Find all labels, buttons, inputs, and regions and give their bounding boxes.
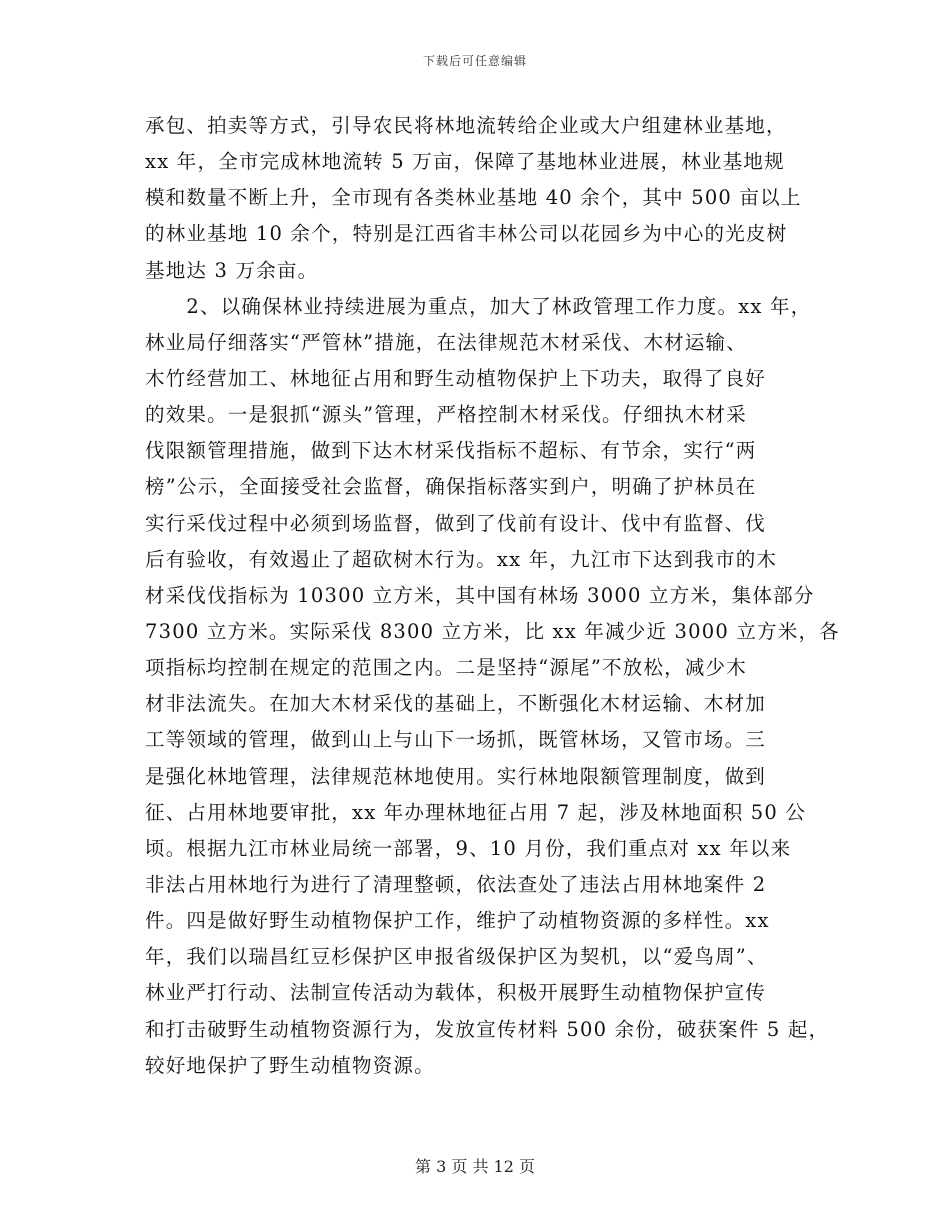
page-header-note: 下载后可任意编辑 bbox=[422, 54, 527, 68]
body-line: 林业局仔细落实“严管林”措施，在法律规范木材采伐、木材运输、 bbox=[145, 330, 747, 354]
body-line: 材采伐伐指标为 10300 立方米，其中国有林场 3000 立方米，集体部分 bbox=[145, 583, 815, 607]
body-line: 征、占用林地要审批，xx 年办理林地征占用 7 起，涉及林地面积 50 公 bbox=[145, 800, 807, 824]
body-line: 年，我们以瑞昌红豆杉保护区申报省级保护区为契机，以“爱鸟周”、 bbox=[145, 945, 768, 969]
body-line: 榜”公示，全面接受社会监督，确保指标落实到户，明确了护林员在 bbox=[145, 475, 757, 499]
body-line: 后有验收，有效遏止了超砍树木行为。xx 年，九江市下达到我市的木 bbox=[145, 547, 778, 571]
body-line: 实行采伐过程中必须到场监督，做到了伐前有设计、伐中有监督、伐 bbox=[145, 511, 767, 535]
body-line: 较好地保护了野生动植物资源。 bbox=[145, 1053, 435, 1077]
body-line: 承包、拍卖等方式，引导农民将林地流转给企业或大户组建林业基地， bbox=[145, 114, 787, 137]
body-line: 木竹经营加工、林地征占用和野生动植物保护上下功夫，取得了良好 bbox=[145, 366, 767, 390]
body-line: 基地达 3 万余亩。 bbox=[145, 258, 319, 282]
body-line: 的效果。一是狠抓“源头”管理，严格控制木材采伐。仔细执木材采 bbox=[145, 403, 747, 427]
page-number-footer: 第 3 页 共 12 页 bbox=[415, 1157, 535, 1176]
body-line: 伐限额管理措施，做到下达木材采伐指标不超标、有节余，实行“两 bbox=[145, 439, 757, 463]
document-body bbox=[145, 108, 840, 1084]
body-line: 非法占用林地行为进行了清理整顿，依法查处了违法占用林地案件 2 bbox=[145, 872, 767, 896]
body-line: 顷。根据九江市林业局统一部署，9、10 月份，我们重点对 xx 年以来 bbox=[145, 836, 792, 860]
body-line: 材非法流失。在加大木材采伐的基础上，不断强化木材运输、木材加 bbox=[145, 692, 767, 716]
body-line: 和打击破野生动植物资源行为，发放宣传材料 500 余份，破获案件 5 起， bbox=[145, 1017, 830, 1041]
body-line: 项指标均控制在规定的范围之内。二是坚持“源尾”不放松，减少木 bbox=[145, 656, 747, 680]
body-line: 模和数量不断上升，全市现有各类林业基地 40 余个，其中 500 亩以上 bbox=[145, 186, 802, 210]
body-line: 的林业基地 10 余个，特别是江西省丰林公司以花园乡为中心的光皮树 bbox=[145, 222, 788, 246]
body-line: 2、以确保林业持续进展为重点，加大了林政管理工作力度。xx 年， bbox=[145, 294, 812, 318]
body-line: 7300 立方米。实际采伐 8300 立方米，比 xx 年减少近 3000 立方米，各 bbox=[145, 619, 840, 643]
body-line: xx 年，全市完成林地流转 5 万亩，保障了基地林业进展，林业基地规 bbox=[145, 150, 785, 174]
body-line: 是强化林地管理，法律规范林地使用。实行林地限额管理制度，做到 bbox=[145, 764, 767, 788]
body-line: 工等领域的管理，做到山上与山下一场抓，既管林场，又管市场。三 bbox=[145, 728, 767, 752]
body-line: 件。四是做好野生动植物保护工作，维护了动植物资源的多样性。xx bbox=[145, 909, 770, 933]
body-line: 林业严打行动、法制宣传活动为载体，积极开展野生动植物保护宣传 bbox=[145, 981, 767, 1005]
